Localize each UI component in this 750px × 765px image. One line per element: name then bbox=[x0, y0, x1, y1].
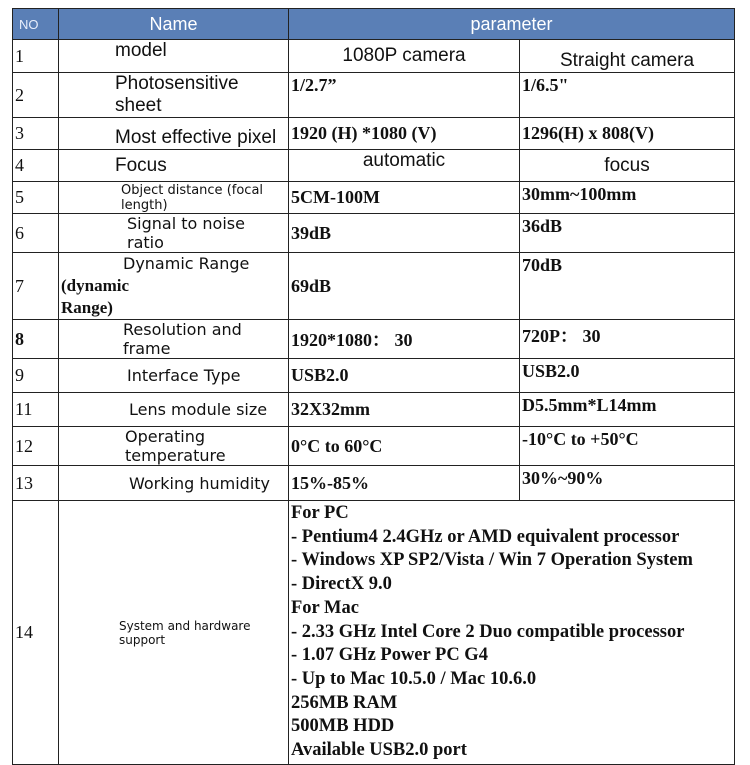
row-name: Photosensitive sheet bbox=[59, 73, 289, 118]
row-name: Object distance (focal length) bbox=[59, 182, 289, 214]
row-no: 7 bbox=[13, 253, 59, 320]
row-value-1: 32X32mm bbox=[289, 393, 520, 427]
table-row bbox=[13, 118, 735, 150]
row-value-2: USB2.0 bbox=[520, 359, 735, 393]
row-name: Most effective pixel bbox=[59, 118, 289, 150]
system-line: 500MB HDD bbox=[291, 716, 395, 737]
row-name: Operating temperature bbox=[59, 427, 289, 466]
row-value-1: 69dB bbox=[289, 253, 520, 320]
row-value-2: 30mm~100mm bbox=[520, 182, 735, 214]
row-value-1: USB2.0 bbox=[289, 359, 520, 393]
row-value-1: 1/2.7” bbox=[289, 73, 520, 118]
row-name: Lens module size bbox=[59, 393, 289, 427]
table-row bbox=[13, 501, 735, 765]
row-no: 4 bbox=[13, 150, 59, 182]
row-value-2: -10°C to +50°C bbox=[520, 427, 735, 466]
system-line: - Windows XP SP2/Vista / Win 7 Operation System bbox=[291, 550, 693, 571]
table-row bbox=[13, 150, 735, 182]
row-no: 6 bbox=[13, 214, 59, 253]
system-line: - 2.33 GHz Intel Core 2 Duo compatible processor bbox=[291, 621, 685, 642]
row-value-2: 720P： 30 bbox=[520, 320, 735, 359]
header-no: NO bbox=[13, 9, 59, 40]
system-line: - 1.07 GHz Power PC G4 bbox=[291, 645, 488, 666]
table-row bbox=[13, 73, 735, 118]
row-name: Interface Type bbox=[59, 359, 289, 393]
row-no: 1 bbox=[13, 40, 59, 73]
table-row bbox=[13, 182, 735, 214]
row-name: Signal to noise ratio bbox=[59, 214, 289, 253]
system-line: For Mac bbox=[291, 597, 359, 618]
row-value-1: 15%-85% bbox=[289, 466, 520, 501]
system-requirements bbox=[289, 501, 735, 765]
row-no: 11 bbox=[13, 393, 59, 427]
row-name-part: Dynamic Range bbox=[123, 254, 250, 273]
header-row bbox=[13, 9, 735, 40]
row-value-1: 5CM-100M bbox=[289, 182, 520, 214]
row-value-2: focus bbox=[520, 150, 735, 182]
header-parameter: parameter bbox=[289, 9, 735, 40]
row-value-2: 1/6.5" bbox=[520, 73, 735, 118]
table-row bbox=[13, 40, 735, 73]
table-row bbox=[13, 359, 735, 393]
row-name: Focus bbox=[59, 150, 289, 182]
system-line: Available USB2.0 port bbox=[291, 740, 467, 761]
row-value-2: Straight camera bbox=[520, 40, 735, 73]
row-no: 2 bbox=[13, 73, 59, 118]
row-value-2: 1296(H) x 808(V) bbox=[520, 118, 735, 150]
row-name-part: (dynamic bbox=[61, 276, 129, 295]
row-name: Resolution and frame bbox=[59, 320, 289, 359]
system-line: - DirectX 9.0 bbox=[291, 574, 392, 595]
row-no: 3 bbox=[13, 118, 59, 150]
system-line: 256MB RAM bbox=[291, 692, 398, 713]
table-row bbox=[13, 253, 735, 320]
table-row bbox=[13, 393, 735, 427]
system-line: - Pentium4 2.4GHz or AMD equivalent processor bbox=[291, 526, 680, 547]
table-row bbox=[13, 320, 735, 359]
row-value-1: 1920 (H) *1080 (V) bbox=[289, 118, 520, 150]
row-name: System and hardware support bbox=[59, 501, 289, 765]
row-value-2: 70dB bbox=[520, 253, 735, 320]
row-no: 9 bbox=[13, 359, 59, 393]
table-row bbox=[13, 214, 735, 253]
system-line: - Up to Mac 10.5.0 / Mac 10.6.0 bbox=[291, 668, 537, 689]
row-no: 12 bbox=[13, 427, 59, 466]
row-value-1: automatic bbox=[289, 150, 520, 182]
row-no: 5 bbox=[13, 182, 59, 214]
row-value-2: 36dB bbox=[520, 214, 735, 253]
row-value-1: 1080P camera bbox=[289, 40, 520, 73]
spec-table bbox=[12, 8, 735, 765]
row-no: 8 bbox=[13, 320, 59, 359]
table-row bbox=[13, 427, 735, 466]
row-no: 14 bbox=[13, 501, 59, 765]
row-value-2: D5.5mm*L14mm bbox=[520, 393, 735, 427]
row-no: 13 bbox=[13, 466, 59, 501]
row-name: model bbox=[59, 40, 289, 73]
row-name bbox=[59, 253, 289, 320]
row-value-2: 30%~90% bbox=[520, 466, 735, 501]
row-name-part: Range) bbox=[61, 298, 113, 317]
row-value-1: 0°C to 60°C bbox=[289, 427, 520, 466]
row-name: Working humidity bbox=[59, 466, 289, 501]
row-value-1: 39dB bbox=[289, 214, 520, 253]
system-line: For PC bbox=[291, 503, 349, 523]
table-row bbox=[13, 466, 735, 501]
row-value-1: 1920*1080： 30 bbox=[289, 320, 520, 359]
header-name: Name bbox=[59, 9, 289, 40]
